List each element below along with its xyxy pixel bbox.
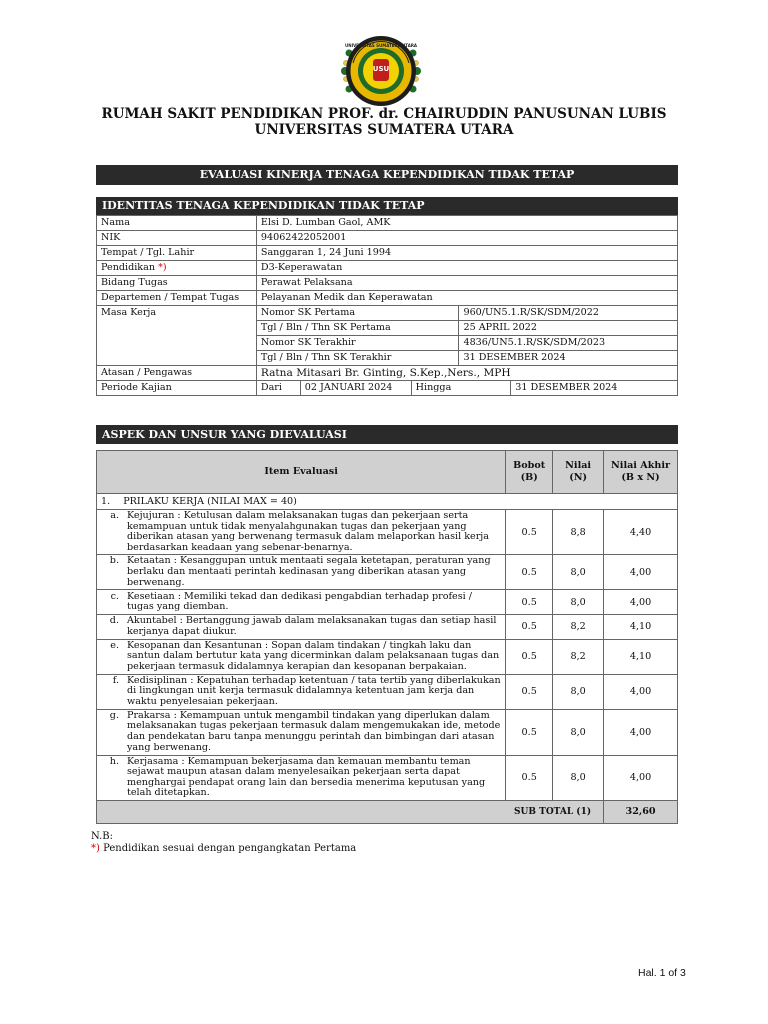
item-nilai: 8,0 bbox=[553, 709, 604, 755]
item-nilai: 8,0 bbox=[553, 674, 604, 709]
page-number: Hal. 1 of 3 bbox=[638, 967, 686, 979]
item-letter: a. bbox=[110, 510, 119, 521]
identity-row-bidang bbox=[97, 276, 678, 291]
item-akhir: 4,10 bbox=[604, 615, 678, 639]
masa-sk-label: Tgl / Bln / Thn SK Terakhir bbox=[256, 351, 459, 366]
table-row bbox=[97, 590, 678, 615]
item-nilai: 8,0 bbox=[553, 555, 604, 590]
item-letter: f. bbox=[112, 674, 119, 686]
masa-sk-value: 25 APRIL 2022 bbox=[459, 321, 678, 336]
item-bobot: 0.5 bbox=[506, 615, 553, 639]
item-cell bbox=[97, 615, 506, 639]
hingga-label: Hingga bbox=[411, 381, 511, 396]
item-akhir: 4,00 bbox=[604, 674, 678, 709]
item-akhir: 4,10 bbox=[604, 639, 678, 674]
item-cell bbox=[97, 510, 506, 555]
dari-label: Dari bbox=[256, 381, 300, 396]
evaluation-table bbox=[96, 450, 678, 824]
aspek-title: ASPEK DAN UNSUR YANG DIEVALUASI bbox=[96, 425, 678, 444]
subtotal-row bbox=[97, 800, 678, 823]
item-nilai: 8,0 bbox=[553, 755, 604, 800]
section-cell bbox=[97, 494, 678, 510]
logo-text: UNIVERSITAS SUMATERA UTARA bbox=[344, 43, 418, 48]
item-text: Kerjasama : Kemampuan bekerjasama dan kemauan membantu teman sejawat maupun atasan dalam menyelesaikan pekerjaan serta dapat menghargai pendapat orang lain dan bersedia menerima keputusan yang telah ditetapkan. bbox=[127, 755, 486, 799]
usu-logo bbox=[339, 33, 423, 109]
notes-text: Pendidikan sesuai dengan pengangkatan Pertama bbox=[103, 843, 357, 854]
item-cell bbox=[97, 709, 506, 755]
subtotal-label: SUB TOTAL (1) bbox=[97, 800, 604, 823]
notes-heading: N.B: bbox=[91, 831, 114, 842]
col-nilai-label: Nilai bbox=[565, 460, 592, 471]
item-cell bbox=[97, 590, 506, 615]
item-akhir: 4,00 bbox=[604, 709, 678, 755]
identity-row-pendidikan bbox=[97, 261, 678, 276]
atasan-value: Ratna Mitasari Br. Ginting, S.Kep.,Ners., MPH bbox=[256, 366, 677, 381]
item-nilai: 8,2 bbox=[553, 615, 604, 639]
item-letter: g. bbox=[109, 709, 119, 721]
item-cell bbox=[97, 555, 506, 590]
item-bobot: 0.5 bbox=[506, 709, 553, 755]
col-nilai-sub: (N) bbox=[569, 472, 588, 483]
col-item-header: Item Evaluasi bbox=[97, 451, 506, 494]
evaluation-header-row bbox=[97, 451, 678, 494]
bidang-label: Bidang Tugas bbox=[97, 276, 257, 291]
identity-row-nik bbox=[97, 231, 678, 246]
dept-value: Pelayanan Medik dan Keperawatan bbox=[256, 291, 677, 306]
col-bobot-sub: (B) bbox=[520, 472, 538, 483]
col-bobot-header bbox=[506, 451, 553, 494]
masa-sk-value: 4836/UN5.1.R/SK/SDM/2023 bbox=[459, 336, 678, 351]
notes-line bbox=[91, 843, 356, 854]
masa-sk-value: 960/UN5.1.R/SK/SDM/2022 bbox=[459, 306, 678, 321]
identity-row-atasan bbox=[97, 366, 678, 381]
item-cell bbox=[97, 639, 506, 674]
dept-label: Departemen / Tempat Tugas bbox=[97, 291, 257, 306]
item-letter: b. bbox=[109, 555, 119, 567]
periode-label: Periode Kajian bbox=[97, 381, 257, 396]
masa-label: Masa Kerja bbox=[97, 306, 257, 366]
dari-value: 02 JANUARI 2024 bbox=[300, 381, 411, 396]
identity-title: IDENTITAS TENAGA KEPENDIDIKAN TIDAK TETAP bbox=[96, 197, 678, 215]
pendidikan-value: D3-Keperawatan bbox=[256, 261, 677, 276]
hospital-name: RUMAH SAKIT PENDIDIKAN PROF. dr. CHAIRUDDIN PANUSUNAN LUBIS bbox=[101, 106, 667, 122]
item-bobot: 0.5 bbox=[506, 590, 553, 615]
col-bobot-label: Bobot bbox=[513, 460, 546, 471]
item-nilai: 8,8 bbox=[553, 510, 604, 555]
item-bobot: 0.5 bbox=[506, 555, 553, 590]
identity-row-periode bbox=[97, 381, 678, 396]
item-bobot: 0.5 bbox=[506, 639, 553, 674]
masa-sk-label: Tgl / Bln / Thn SK Pertama bbox=[256, 321, 459, 336]
masa-sk-label: Nomor SK Pertama bbox=[256, 306, 459, 321]
item-cell bbox=[97, 674, 506, 709]
table-row bbox=[97, 615, 678, 639]
identity-row-ttl bbox=[97, 246, 678, 261]
item-akhir: 4,00 bbox=[604, 555, 678, 590]
item-nilai: 8,2 bbox=[553, 639, 604, 674]
item-letter: c. bbox=[110, 590, 119, 602]
table-row bbox=[97, 674, 678, 709]
item-cell bbox=[97, 755, 506, 800]
table-row bbox=[97, 755, 678, 800]
logo-initials: USU bbox=[372, 65, 390, 73]
pendidikan-label-cell bbox=[97, 261, 257, 276]
item-bobot: 0.5 bbox=[506, 674, 553, 709]
item-text: Kesopanan dan Kesantunan : Sopan dalam tindakan / tingkah laku dan santun dalam bertutur kata yang dicerminkan dalam pelaksanaan tugas dan pekerjaan termasuk didalamnya kerapian dan kesopanan berpakaian. bbox=[127, 639, 500, 672]
form-title: EVALUASI KINERJA TENAGA KEPENDIDIKAN TIDAK TETAP bbox=[96, 165, 678, 185]
item-text: Akuntabel : Bertanggung jawab dalam melaksanakan tugas dan setiap hasil kerjanya dapat diukur. bbox=[127, 615, 497, 637]
section-number: 1. bbox=[101, 496, 111, 507]
section-row bbox=[97, 494, 678, 510]
ttl-value: Sanggaran 1, 24 Juni 1994 bbox=[256, 246, 677, 261]
masa-sk-value: 31 DESEMBER 2024 bbox=[459, 351, 678, 366]
item-akhir: 4,00 bbox=[604, 590, 678, 615]
nama-label: Nama bbox=[97, 216, 257, 231]
item-text: Ketaatan : Kesanggupan untuk mentaati segala ketetapan, peraturan yang berlaku dan mentaati perintah kedinasan yang diberikan atasan yang berwenang. bbox=[127, 555, 491, 588]
table-row bbox=[97, 709, 678, 755]
masa-sk-label: Nomor SK Terakhir bbox=[256, 336, 459, 351]
col-akhir-label: Nilai Akhir bbox=[611, 460, 671, 471]
nik-label: NIK bbox=[97, 231, 257, 246]
col-nilai-header bbox=[553, 451, 604, 494]
identity-table bbox=[96, 215, 678, 396]
bidang-value: Perawat Pelaksana bbox=[256, 276, 677, 291]
item-text: Kedisiplinan : Kepatuhan terhadap ketentuan / tata tertib yang diberlakukan di lingkungan unit kerja termasuk didalamnya ketentuan jam kerja dan waktu penyelesaian pekerjaan. bbox=[127, 674, 501, 707]
item-nilai: 8,0 bbox=[553, 590, 604, 615]
table-row bbox=[97, 639, 678, 674]
notes-asterisk: *) bbox=[91, 843, 100, 854]
table-row bbox=[97, 510, 678, 555]
item-bobot: 0.5 bbox=[506, 510, 553, 555]
hingga-value: 31 DESEMBER 2024 bbox=[511, 381, 678, 396]
identity-row-masa bbox=[97, 306, 678, 321]
pendidikan-label: Pendidikan bbox=[101, 262, 156, 273]
university-name: UNIVERSITAS SUMATERA UTARA bbox=[254, 122, 514, 138]
col-akhir-sub: (B x N) bbox=[621, 472, 660, 483]
col-akhir-header bbox=[604, 451, 678, 494]
pendidikan-asterisk: *) bbox=[158, 262, 167, 273]
item-akhir: 4,40 bbox=[604, 510, 678, 555]
item-text: Kesetiaan : Memiliki tekad dan dedikasi pengabdian terhadap profesi / tugas yang diemban. bbox=[127, 590, 472, 613]
atasan-label: Atasan / Pengawas bbox=[97, 366, 257, 381]
subtotal-value: 32,60 bbox=[604, 800, 678, 823]
item-text: Prakarsa : Kemampuan untuk mengambil tindakan yang diperlukan dalam melaksanakan tugas pekerjaan termasuk dalam mengemukakan ide, metode dan pendekatan baru tanpa menunggu perintah dan bimbingan dari atasan yang berwenang. bbox=[127, 709, 501, 753]
identity-row-nama bbox=[97, 216, 678, 231]
item-akhir: 4,00 bbox=[604, 755, 678, 800]
section-label: PRILAKU KERJA (NILAI MAX = 40) bbox=[123, 496, 297, 507]
identity-row-dept bbox=[97, 291, 678, 306]
nik-value: 94062422052001 bbox=[256, 231, 677, 246]
item-letter: e. bbox=[110, 639, 119, 651]
item-letter: h. bbox=[109, 755, 119, 767]
item-letter: d. bbox=[109, 615, 119, 627]
table-row bbox=[97, 555, 678, 590]
nama-value: Elsi D. Lumban Gaol, AMK bbox=[256, 216, 677, 231]
item-text: Kejujuran : Ketulusan dalam melaksanakan tugas dan pekerjaan serta kemampuan untuk tidak menyalahgunakan tugas dan pekerjaan yang diberikan atasan yang berwenang termasuk dalam melaporkan hasil kerja berdasarkan keadaan yang sebenar-benarnya. bbox=[127, 510, 489, 553]
ttl-label: Tempat / Tgl. Lahir bbox=[97, 246, 257, 261]
item-bobot: 0.5 bbox=[506, 755, 553, 800]
